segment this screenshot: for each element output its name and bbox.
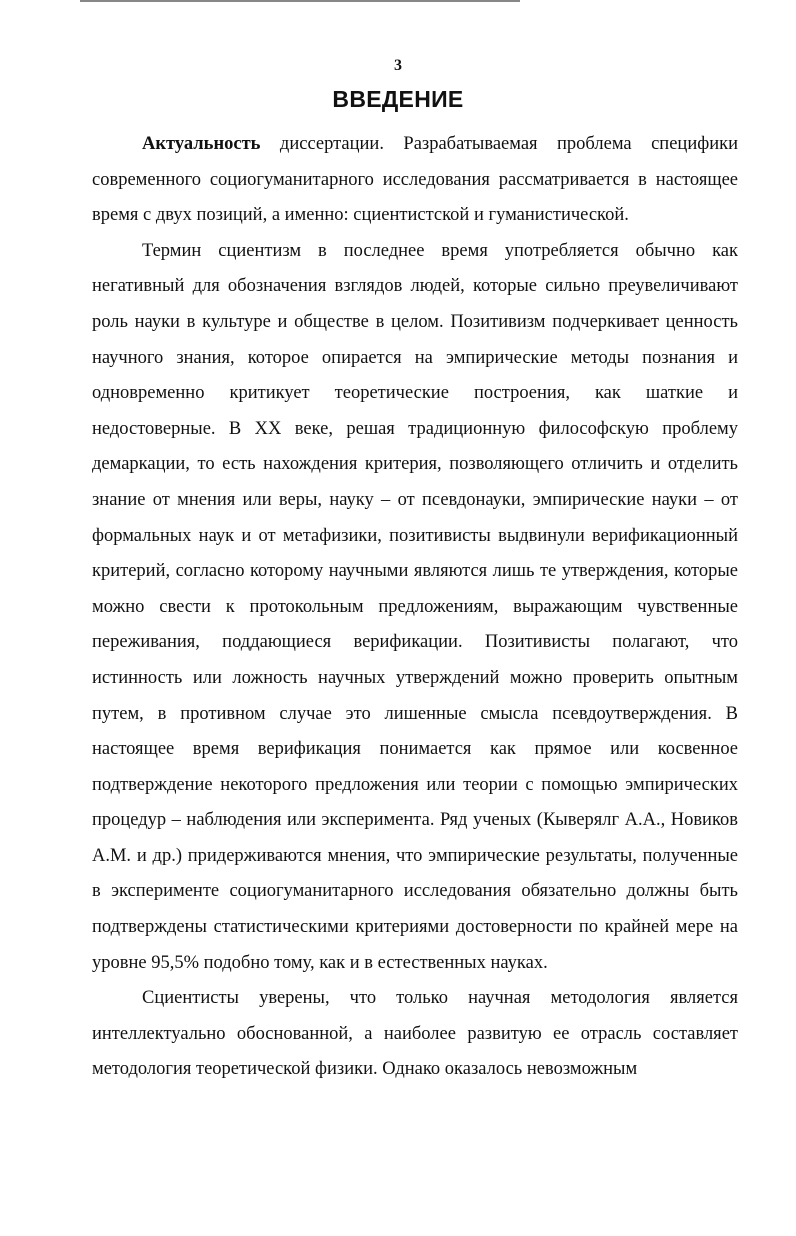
paragraph-scientists bbox=[92, 981, 738, 1088]
paragraph-scientism bbox=[92, 234, 738, 981]
scan-artifact-line-secondary bbox=[360, 0, 520, 3]
paragraph-lead-word: Актуальность bbox=[142, 134, 261, 154]
section-heading: ВВЕДЕНИЕ bbox=[332, 86, 464, 112]
paragraph-text: диссертации. Разрабатываемая проблема специфики современного социогуманитарного исследования рассматривается в настоящее время с двух позиций, а именно: сциентистской и гуманистической. bbox=[92, 134, 738, 226]
paragraph-text: Сциентисты уверены, что только научная методология является интеллектуально обоснованной, а наиболее развитую ее отрасль составляет методология теоретической физики. Однако оказалось невозможным bbox=[92, 988, 738, 1080]
page-number: 3 bbox=[394, 57, 402, 74]
paragraph-text: Термин сциентизм в последнее время употребляется обычно как негативный для обозначения взглядов людей, которые сильно преувеличивают роль науки в культуре и обществе в целом. Позитивизм подчеркивает ценность научного знания, которое опирается на эмпирические методы познания и одновременно критикует теоретические построения, как шаткие и недостоверные. В XX веке, решая традиционную философскую проблему демаркации, то есть нахождения критерия, позволяющего отличить и отделить знание от мнения или веры, науку – от псевдонауки, эмпирические науки – от формальных наук и от метафизики, позитивисты выдвинули верификационный критерий, согласно которому научными являются лишь те утверждения, которые можно свести к протокольным предложениям, выражающим чувственные переживания, поддающиеся верификации. Позитивисты полагают, что истинность или ложность научных утверждений можно проверить опытным путем, в противном случае это лишенные смысла псевдоутверждения. В настоящее время верификация понимается как прямое или косвенное подтверждение некоторого предложения или теории с помощью эмпирических процедур – наблюдения или эксперимента. Ряд ученых (Кыверялг А.А., Новиков А.М. и др.) придерживаются мнения, что эмпирические результаты, полученные в эксперименте социогуманитарного исследования обязательно должны быть подтверждены статистическими критериями достоверности по крайней мере на уровне 95,5% подобно тому, как и в естественных науках. bbox=[92, 240, 738, 973]
document-body bbox=[92, 127, 738, 1088]
paragraph-relevance bbox=[92, 127, 738, 234]
